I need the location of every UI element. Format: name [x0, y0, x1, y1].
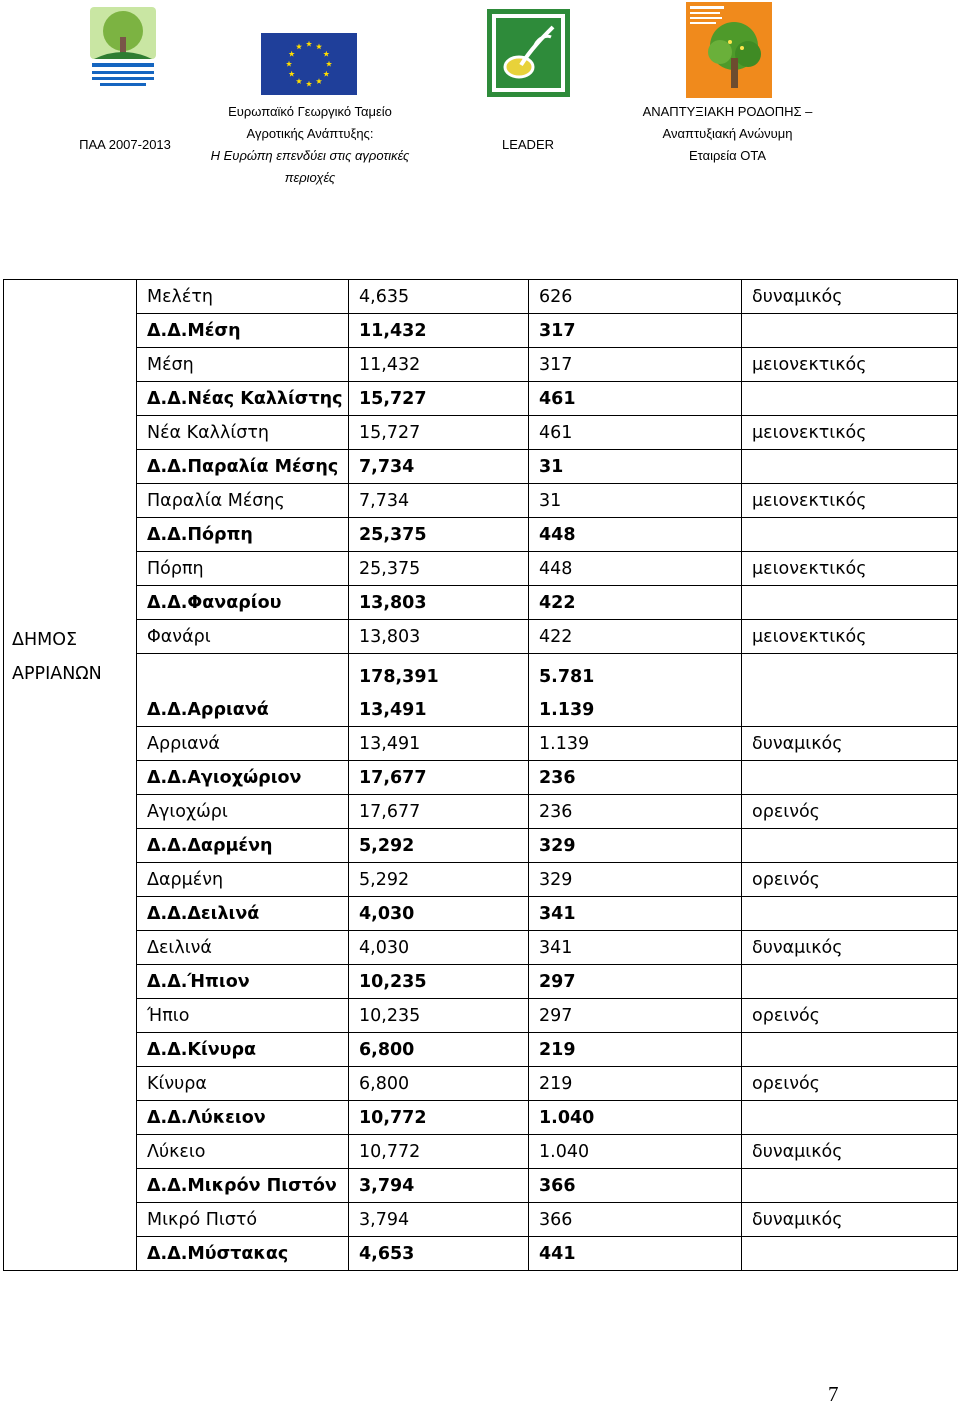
table-row [4, 620, 958, 654]
locality-name-cell: Δαρμένη [137, 863, 349, 897]
population-cell: 341 [529, 931, 742, 965]
area-cell: 17,677 [349, 761, 529, 795]
zone-type-cell: μειονεκτικός [742, 348, 958, 382]
locality-name-cell: Μέση [137, 348, 349, 382]
table-row [4, 795, 958, 829]
area-cell: 10,235 [349, 999, 529, 1033]
page-number: 7 [828, 1382, 839, 1406]
zone-type-cell [742, 1101, 958, 1135]
population-cell: 317 [529, 348, 742, 382]
zone-type-cell: δυναμικός [742, 1135, 958, 1169]
municipality-table [3, 279, 958, 1271]
table-row [4, 931, 958, 965]
locality-name-cell: Κίνυρα [137, 1067, 349, 1101]
zone-type-cell [742, 829, 958, 863]
eafrd-line-2: Αγροτικής Ανάπτυξης: [246, 126, 374, 141]
table-row [4, 314, 958, 348]
population-cell: 461 [529, 382, 742, 416]
zone-type-cell [742, 1033, 958, 1067]
population-cell: 329 [529, 829, 742, 863]
municipality-continuation-cell [4, 693, 137, 1271]
zone-type-cell: μειονεκτικός [742, 552, 958, 586]
population-cell: 461 [529, 416, 742, 450]
locality-name-cell: Αγιοχώρι [137, 795, 349, 829]
population-cell: 1.139 [529, 693, 742, 727]
company-line-3: Εταιρεία ΟΤΑ [689, 148, 766, 163]
population-cell: 441 [529, 1237, 742, 1271]
locality-name-cell: Δ.Δ.Φαναρίου [137, 586, 349, 620]
zone-type-cell: μειονεκτικός [742, 484, 958, 518]
population-cell: 366 [529, 1203, 742, 1237]
area-cell: 17,677 [349, 795, 529, 829]
table-row [4, 863, 958, 897]
zone-type-cell: δυναμικός [742, 280, 958, 314]
area-cell: 15,727 [349, 382, 529, 416]
population-cell: 366 [529, 1169, 742, 1203]
population-cell: 1.139 [529, 727, 742, 761]
area-cell: 11,432 [349, 348, 529, 382]
locality-name-cell: Μικρό Πιστό [137, 1203, 349, 1237]
zone-type-cell [742, 1237, 958, 1271]
table-row [4, 727, 958, 761]
table-row [4, 761, 958, 795]
locality-name-cell: Δ.Δ.Κίνυρα [137, 1033, 349, 1067]
locality-name-cell: Δ.Δ.Παραλία Μέσης [137, 450, 349, 484]
table-row [4, 450, 958, 484]
municipality-label: ΔΗΜΟΣ ΑΡΡΙΑΝΩΝ [12, 630, 102, 684]
population-cell: 341 [529, 897, 742, 931]
area-cell: 13,491 [349, 693, 529, 727]
zone-type-cell: δυναμικός [742, 727, 958, 761]
population-cell: 297 [529, 999, 742, 1033]
table-row [4, 965, 958, 999]
area-cell: 10,772 [349, 1135, 529, 1169]
area-cell: 13,491 [349, 727, 529, 761]
program-label: ΠΑΑ 2007-2013 [79, 137, 171, 152]
locality-name-cell: Δ.Δ.Αγιοχώριον [137, 761, 349, 795]
locality-name-cell: Δ.Δ.Αρριανά [137, 693, 349, 727]
population-cell: 626 [529, 280, 742, 314]
area-cell: 25,375 [349, 552, 529, 586]
zone-type-cell: μειονεκτικός [742, 620, 958, 654]
table-row [4, 416, 958, 450]
population-cell: 1.040 [529, 1135, 742, 1169]
municipality-total-row [4, 654, 958, 694]
table-row [4, 382, 958, 416]
zone-type-cell [742, 382, 958, 416]
area-cell: 6,800 [349, 1033, 529, 1067]
company-line-1: ΑΝΑΠΤΥΞΙΑΚΗ ΡΟΔΟΠΗΣ – [642, 104, 813, 119]
area-cell: 7,734 [349, 450, 529, 484]
population-cell: 329 [529, 863, 742, 897]
table-row [4, 829, 958, 863]
eafrd-line-1: Ευρωπαϊκό Γεωργικό Ταμείο [228, 104, 392, 119]
population-cell: 422 [529, 620, 742, 654]
area-cell: 4,030 [349, 897, 529, 931]
leader-label: LEADER [501, 137, 555, 152]
area-cell: 10,235 [349, 965, 529, 999]
area-cell: 4,030 [349, 931, 529, 965]
population-cell: 219 [529, 1067, 742, 1101]
area-cell: 15,727 [349, 416, 529, 450]
locality-name-cell: Μελέτη [137, 280, 349, 314]
zone-type-cell: ορεινός [742, 999, 958, 1033]
locality-name-cell: Δ.Δ.Μέση [137, 314, 349, 348]
locality-name-cell: Λύκειο [137, 1135, 349, 1169]
population-cell: 448 [529, 552, 742, 586]
area-cell: 13,803 [349, 620, 529, 654]
zone-type-cell: μειονεκτικός [742, 416, 958, 450]
locality-name-cell: Δ.Δ.Πόρπη [137, 518, 349, 552]
zone-type-cell [742, 450, 958, 484]
zone-type-cell [742, 1169, 958, 1203]
locality-name-cell: Δ.Δ.Μικρόν Πιστόν [137, 1169, 349, 1203]
population-cell: 1.040 [529, 1101, 742, 1135]
table-row [4, 518, 958, 552]
table-row [4, 552, 958, 586]
zone-type-cell [742, 518, 958, 552]
locality-name-cell: Δ.Δ.Δειλινά [137, 897, 349, 931]
population-cell: 422 [529, 586, 742, 620]
area-cell: 10,772 [349, 1101, 529, 1135]
area-cell: 11,432 [349, 314, 529, 348]
zone-type-cell [742, 761, 958, 795]
locality-name-cell: Δ.Δ.Νέας Καλλίστης [137, 382, 349, 416]
area-cell: 5,292 [349, 829, 529, 863]
population-cell: 448 [529, 518, 742, 552]
table-row [4, 1135, 958, 1169]
locality-name-cell: Δ.Δ.Μύστακας [137, 1237, 349, 1271]
population-cell: 31 [529, 450, 742, 484]
zone-type-cell: ορεινός [742, 863, 958, 897]
total-name-cell [137, 654, 349, 694]
table-row [4, 1237, 958, 1271]
total-population-cell: 5.781 [529, 654, 742, 694]
total-zone-cell [742, 654, 958, 694]
locality-name-cell: Δ.Δ.Ήπιον [137, 965, 349, 999]
population-cell: 31 [529, 484, 742, 518]
zone-type-cell [742, 693, 958, 727]
table-row [4, 1203, 958, 1237]
zone-type-cell [742, 965, 958, 999]
table-row [4, 348, 958, 382]
municipality-cell [4, 280, 137, 694]
table-row [4, 586, 958, 620]
locality-name-cell: Φανάρι [137, 620, 349, 654]
table-row [4, 999, 958, 1033]
zone-type-cell: δυναμικός [742, 1203, 958, 1237]
total-area-cell: 178,391 [349, 654, 529, 694]
table-row [4, 1169, 958, 1203]
leader-logo [487, 9, 570, 97]
zone-type-cell: δυναμικός [742, 931, 958, 965]
locality-name-cell: Δειλινά [137, 931, 349, 965]
population-cell: 317 [529, 314, 742, 348]
zone-type-cell: ορεινός [742, 1067, 958, 1101]
area-cell: 4,635 [349, 280, 529, 314]
locality-name-cell: Αρριανά [137, 727, 349, 761]
area-cell: 3,794 [349, 1169, 529, 1203]
locality-name-cell: Δ.Δ.Δαρμένη [137, 829, 349, 863]
area-cell: 6,800 [349, 1067, 529, 1101]
area-cell: 25,375 [349, 518, 529, 552]
eafrd-line-3: Η Ευρώπη επενδύει στις αγροτικές [210, 148, 410, 163]
population-cell: 297 [529, 965, 742, 999]
locality-name-cell: Ήπιο [137, 999, 349, 1033]
table-row [4, 693, 958, 727]
population-cell: 236 [529, 795, 742, 829]
table-row [4, 484, 958, 518]
company-text [630, 101, 825, 167]
population-cell: 236 [529, 761, 742, 795]
eafrd-text [200, 101, 420, 189]
eafrd-line-4: περιοχές [284, 170, 336, 185]
company-line-2: Αναπτυξιακή Ανώνυμη [662, 126, 793, 141]
table-row [4, 1067, 958, 1101]
area-cell: 13,803 [349, 586, 529, 620]
locality-name-cell: Δ.Δ.Λύκειον [137, 1101, 349, 1135]
table-row [4, 1101, 958, 1135]
area-cell: 4,653 [349, 1237, 529, 1271]
zone-type-cell [742, 897, 958, 931]
table-row [4, 897, 958, 931]
population-cell: 219 [529, 1033, 742, 1067]
zone-type-cell [742, 586, 958, 620]
locality-name-cell: Νέα Καλλίστη [137, 416, 349, 450]
table-row [4, 280, 958, 314]
paa-logo [82, 1, 164, 93]
company-logo [686, 2, 772, 98]
area-cell: 3,794 [349, 1203, 529, 1237]
zone-type-cell: ορεινός [742, 795, 958, 829]
locality-name-cell: Πόρπη [137, 552, 349, 586]
area-cell: 7,734 [349, 484, 529, 518]
eu-flag-logo [261, 33, 357, 95]
zone-type-cell [742, 314, 958, 348]
area-cell: 5,292 [349, 863, 529, 897]
table-row [4, 1033, 958, 1067]
locality-name-cell: Παραλία Μέσης [137, 484, 349, 518]
